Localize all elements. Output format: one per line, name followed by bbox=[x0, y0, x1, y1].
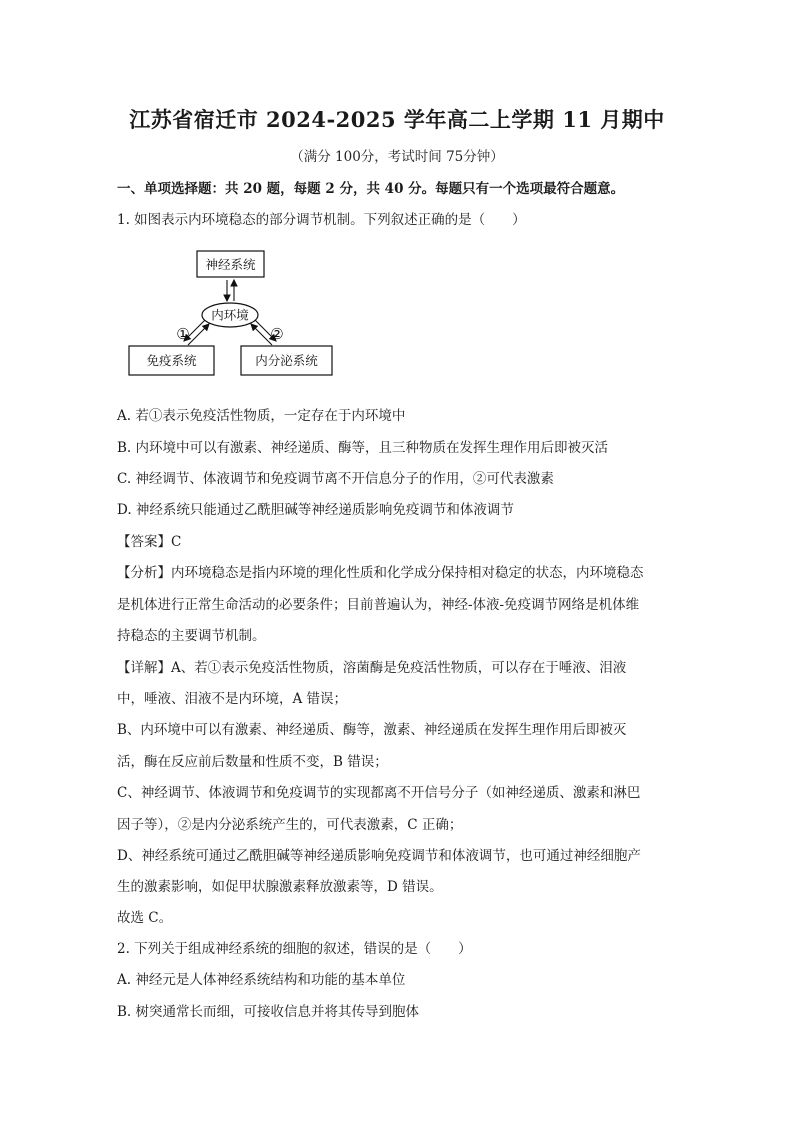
page-title: 江苏省宿迁市 2024-2025 学年高二上学期 11 月期中 bbox=[129, 107, 665, 132]
q1-analysis-line: 是机体进行正常生命活动的必要条件；目前普遍认为，神经-体液-免疫调节网络是机体维 bbox=[117, 597, 640, 613]
immune-system-label: 免疫系统 bbox=[146, 353, 197, 368]
q1-detail-line: 【详解】A、若①表示免疫活性物质，溶菌酶是免疫活性物质，可以存在于唾液、泪液 bbox=[117, 660, 627, 676]
q1-detail-line: 生的激素影响，如促甲状腺激素释放激素等，D 错误。 bbox=[117, 879, 443, 895]
q1-option-a: A. 若①表示免疫活性物质，一定存在于内环境中 bbox=[117, 408, 406, 424]
q2-option-a: A. 神经元是人体神经系统结构和功能的基本单位 bbox=[117, 972, 406, 988]
q1-option-b: B. 内环境中可以有激素、神经递质、酶等，且三种物质在发挥生理作用后即被灭活 bbox=[117, 440, 609, 456]
q2-stem: 2. 下列关于组成神经系统的细胞的叙述，错误的是（ ） bbox=[117, 941, 472, 957]
regulation-diagram bbox=[125, 244, 340, 380]
q1-detail-line: C、神经调节、体液调节和免疫调节的实现都离不开信号分子（如神经递质、激素和淋巴 bbox=[117, 785, 641, 801]
q2-option-b: B. 树突通常长而细，可接收信息并将其传导到胞体 bbox=[117, 1004, 420, 1020]
q1-stem: 1. 如图表示内环境稳态的部分调节机制。下列叙述正确的是（ ） bbox=[117, 212, 526, 228]
q1-detail-line: 因子等），②是内分泌系统产生的，可代表激素，C 正确； bbox=[117, 817, 463, 833]
q1-answer: 【答案】C bbox=[117, 534, 182, 550]
q1-detail-line: D、神经系统可通过乙酰胆碱等神经递质影响免疫调节和体液调节，也可通过神经细胞产 bbox=[117, 848, 641, 864]
q1-detail-line: B、内环境中可以有激素、神经递质、酶等，激素、神经递质在发挥生理作用后即被灭 bbox=[117, 722, 627, 738]
q1-option-d: D. 神经系统只能通过乙酰胆碱等神经递质影响免疫调节和体液调节 bbox=[117, 502, 514, 518]
endocrine-system-label: 内分泌系统 bbox=[255, 353, 318, 368]
q1-option-c: C. 神经调节、体液调节和免疫调节离不开信息分子的作用，②可代表激素 bbox=[117, 471, 554, 487]
q1-analysis-line: 持稳态的主要调节机制。 bbox=[117, 628, 266, 644]
marker-1: ① bbox=[176, 325, 190, 343]
q1-conclusion: 故选 C。 bbox=[117, 910, 173, 926]
q1-detail-line: 中，唾液、泪液不是内环境，A 错误； bbox=[117, 691, 348, 707]
nervous-system-label: 神经系统 bbox=[205, 257, 256, 272]
q1-analysis-line: 【分析】内环境稳态是指内环境的理化性质和化学成分保持相对稳定的状态，内环境稳态 bbox=[117, 565, 644, 581]
exam-info: （满分 100分，考试时间 75分钟） bbox=[290, 149, 504, 165]
q1-detail-line: 活，酶在反应前后数量和性质不变，B 错误； bbox=[117, 754, 388, 770]
internal-env-label: 内环境 bbox=[211, 307, 249, 323]
marker-2: ② bbox=[270, 325, 284, 343]
section-heading: 一、单项选择题：共 20 题，每题 2 分，共 40 分。每题只有一个选项最符合题意。 bbox=[117, 181, 625, 197]
